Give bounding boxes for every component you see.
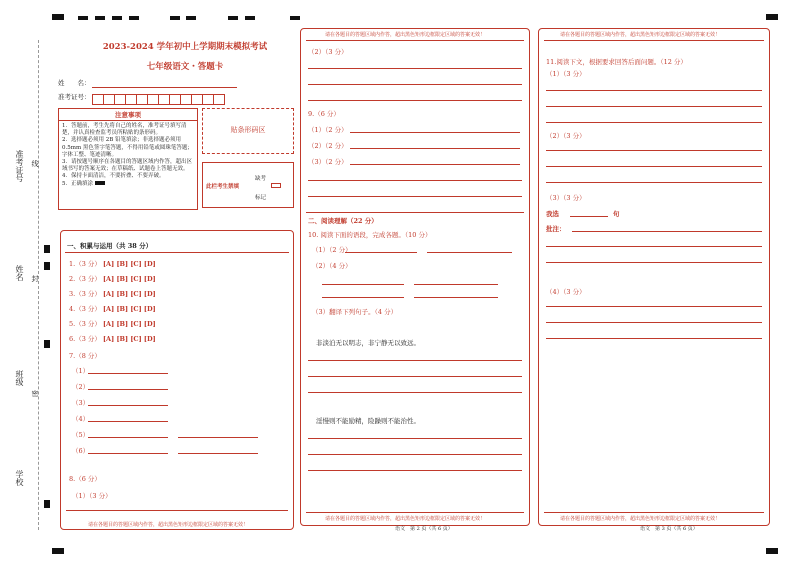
name-field[interactable] xyxy=(92,87,237,88)
answer-line[interactable] xyxy=(546,90,762,91)
q9-part: （1）（2 分） xyxy=(308,126,348,134)
timing-mark xyxy=(52,548,64,554)
answer-line[interactable] xyxy=(308,360,522,361)
timing-mark xyxy=(95,16,105,20)
answer-line[interactable] xyxy=(546,166,762,167)
answer-line[interactable] xyxy=(308,438,522,439)
answer-line[interactable] xyxy=(546,338,762,339)
binding-label-class: 班级 xyxy=(15,370,24,386)
q9-part: （3）（2 分） xyxy=(308,158,348,166)
timing-mark xyxy=(228,16,238,20)
q8-1-label: （1）（3 分） xyxy=(72,492,112,500)
page-number: 语文 第 3 页（共 6 页） xyxy=(640,526,698,532)
sentence-2: 淫慢则不能励精，险躁则不能治性。 xyxy=(316,417,420,425)
binding-line xyxy=(38,40,39,530)
answer-line[interactable] xyxy=(308,196,522,197)
mc-row[interactable]: 3.（3 分） [A] [B] [C] [D] xyxy=(69,290,156,298)
answer-line[interactable] xyxy=(322,284,404,285)
answer-line[interactable] xyxy=(88,405,168,406)
note-item: 4．保持卡面清洁，不要折叠、不要弄破。 xyxy=(62,173,165,180)
mc-row[interactable]: 5.（3 分） [A] [B] [C] [D] xyxy=(69,320,156,328)
header-warning: 请在各题目的答题区域内作答，超出黑色矩形边框限定区域的答案无效！ xyxy=(560,32,721,38)
note-item: 1．答题前，考生先将自己的姓名，准考证号填写清楚，并认真检查监考员所粘贴的条形码。 xyxy=(62,123,187,137)
q7-part: （6） xyxy=(72,447,90,455)
seal-line: 线 xyxy=(31,160,39,167)
answer-line[interactable] xyxy=(427,252,512,253)
name-label: 姓 名： xyxy=(58,79,91,87)
answer-line[interactable] xyxy=(308,376,522,377)
timing-mark xyxy=(170,16,180,20)
id-label: 准考证号： xyxy=(58,93,91,101)
timing-mark xyxy=(44,340,50,348)
answer-line[interactable] xyxy=(546,150,762,151)
absent-checkbox[interactable] xyxy=(271,183,281,188)
comment-label: 批注： xyxy=(546,225,566,233)
q9-part: （2）（2 分） xyxy=(308,142,348,150)
answer-line[interactable] xyxy=(414,297,498,298)
note-item: 2．选择题必须用 2B 铅笔填涂；非选择题必须用 0.5mm 黑色签字笔答题，不得用铅笔或圆珠笔答题；字体工整、笔迹清晰。 xyxy=(62,137,193,158)
timing-mark xyxy=(44,500,50,508)
q7-part: （5） xyxy=(72,431,90,439)
q8-2-label: （2）（3 分） xyxy=(308,48,348,56)
q10-2-label: （2）（4 分） xyxy=(312,262,352,270)
seal-seal: 封 xyxy=(31,275,39,282)
seal-secret: 密 xyxy=(31,390,39,397)
q11-2-label: （2）（3 分） xyxy=(546,132,586,140)
timing-mark xyxy=(766,548,778,554)
answer-line[interactable] xyxy=(350,164,520,165)
footer-warning: 请在各题目的答题区域内作答，超出黑色矩形边框限定区域的答案无效！ xyxy=(560,516,721,522)
q7-label: 7.（8 分） xyxy=(69,352,101,360)
timing-mark xyxy=(245,16,255,20)
timing-mark xyxy=(290,16,300,20)
exam-subtitle: 七年级语文・答题卡 xyxy=(146,62,224,72)
mc-row[interactable]: 4.（3 分） [A] [B] [C] [D] xyxy=(69,305,156,313)
q10-3-label: （3）翻译下列句子。（4 分） xyxy=(312,308,398,316)
filled-sample-icon xyxy=(95,181,105,185)
answer-line[interactable] xyxy=(178,453,258,454)
mc-row[interactable]: 6.（3 分） [A] [B] [C] [D] xyxy=(69,335,156,343)
answer-line[interactable] xyxy=(88,453,168,454)
binding-label-name: 姓名 xyxy=(15,265,24,281)
mc-row[interactable]: 1.（3 分） [A] [B] [C] [D] xyxy=(69,260,156,268)
section2-title: 二、阅读理解（22 分） xyxy=(308,217,378,225)
q7-part: （3） xyxy=(72,399,90,407)
answer-line[interactable] xyxy=(88,421,168,422)
answer-line[interactable] xyxy=(88,389,168,390)
answer-line[interactable] xyxy=(66,510,288,511)
timing-mark xyxy=(186,16,196,20)
absent-box xyxy=(202,162,294,208)
answer-line[interactable] xyxy=(322,297,404,298)
timing-mark xyxy=(129,16,139,20)
note-item: 5．正确填涂 xyxy=(62,181,194,188)
answer-line[interactable] xyxy=(572,231,762,232)
q10-label: 10. 阅读下面的语段，完成各题。（10 分） xyxy=(308,231,432,239)
notes-box xyxy=(58,108,198,210)
answer-line[interactable] xyxy=(308,454,522,455)
timing-mark xyxy=(44,262,50,270)
q8-label: 8.（6 分） xyxy=(69,475,101,483)
timing-mark xyxy=(52,14,64,20)
barcode-area xyxy=(202,108,294,154)
timing-mark xyxy=(766,14,778,20)
barcode-label: 贴条形码区 xyxy=(230,126,266,134)
timing-mark xyxy=(112,16,122,20)
mc-row[interactable]: 2.（3 分） [A] [B] [C] [D] xyxy=(69,275,156,283)
absent-mark1: 缺考 xyxy=(255,176,267,182)
q11-label: 11.阅读下文，根据要求回答后面问题。（12 分） xyxy=(546,58,687,66)
answer-line[interactable] xyxy=(546,122,762,123)
exam-title: 2023-2024 学年初中上学期期末模拟考试 xyxy=(102,42,268,52)
answer-line[interactable] xyxy=(308,84,522,85)
answer-line[interactable] xyxy=(570,216,608,217)
q7-part: （4） xyxy=(72,415,90,423)
answer-line[interactable] xyxy=(178,437,258,438)
binding-label-school: 学校 xyxy=(15,470,24,486)
q11-3-label: （3）（3 分） xyxy=(546,194,586,202)
answer-line[interactable] xyxy=(308,100,522,101)
note-item: 3．请按题号顺序在各题目的答题区域内作答，超出区域书写的答案无效；在草稿纸、试题卷上答题无效。 xyxy=(62,159,193,173)
q7-part: （1） xyxy=(72,367,90,375)
choose-label: 我选 xyxy=(546,210,559,218)
sentence-word: 句 xyxy=(613,210,620,218)
timing-mark xyxy=(44,245,50,253)
sentence-1: 非淡泊无以明志，非宁静无以致远。 xyxy=(316,339,420,347)
answer-line[interactable] xyxy=(88,437,168,438)
answer-line[interactable] xyxy=(88,373,168,374)
q9-label: 9.（6 分） xyxy=(308,110,340,118)
answer-line[interactable] xyxy=(546,262,762,263)
answer-line[interactable] xyxy=(308,392,522,393)
column2-panel xyxy=(300,28,530,526)
answer-line[interactable] xyxy=(350,148,520,149)
answer-line[interactable] xyxy=(308,68,522,69)
answer-line[interactable] xyxy=(350,132,520,133)
absent-label: 此栏考生禁填 xyxy=(206,184,240,190)
answer-line[interactable] xyxy=(546,322,762,323)
footer-warning: 请在各题目的答题区域内作答，超出黑色矩形边框限定区域的答案无效！ xyxy=(325,516,486,522)
column3-panel xyxy=(538,28,770,526)
q11-1-label: （1）（3 分） xyxy=(546,70,586,78)
q11-4-label: （4）（3 分） xyxy=(546,288,586,296)
answer-line[interactable] xyxy=(308,180,522,181)
footer-warning: 请在各题目的答题区域内作答，超出黑色矩形边框限定区域的答案无效！ xyxy=(88,522,249,528)
answer-line[interactable] xyxy=(546,246,762,247)
answer-line[interactable] xyxy=(546,182,762,183)
answer-line[interactable] xyxy=(345,252,417,253)
answer-line[interactable] xyxy=(414,284,498,285)
answer-line[interactable] xyxy=(546,106,762,107)
header-warning: 请在各题目的答题区域内作答，超出黑色矩形边框限定区域的答案无效！ xyxy=(325,32,486,38)
id-boxes[interactable] xyxy=(92,90,224,109)
page-number: 语文 第 2 页（共 6 页） xyxy=(395,526,453,532)
answer-line[interactable] xyxy=(308,470,522,471)
notes-title: 注意事项 xyxy=(59,109,197,121)
section1-title: 一、积累与运用（共 38 分） xyxy=(67,242,153,250)
absent-mark2: 标记 xyxy=(255,195,267,201)
binding-label-id: 准考证号 xyxy=(15,150,24,182)
timing-mark xyxy=(78,16,88,20)
q10-1-label: （1）（2 分） xyxy=(312,246,352,254)
q7-part: （2） xyxy=(72,383,90,391)
answer-line[interactable] xyxy=(546,306,762,307)
